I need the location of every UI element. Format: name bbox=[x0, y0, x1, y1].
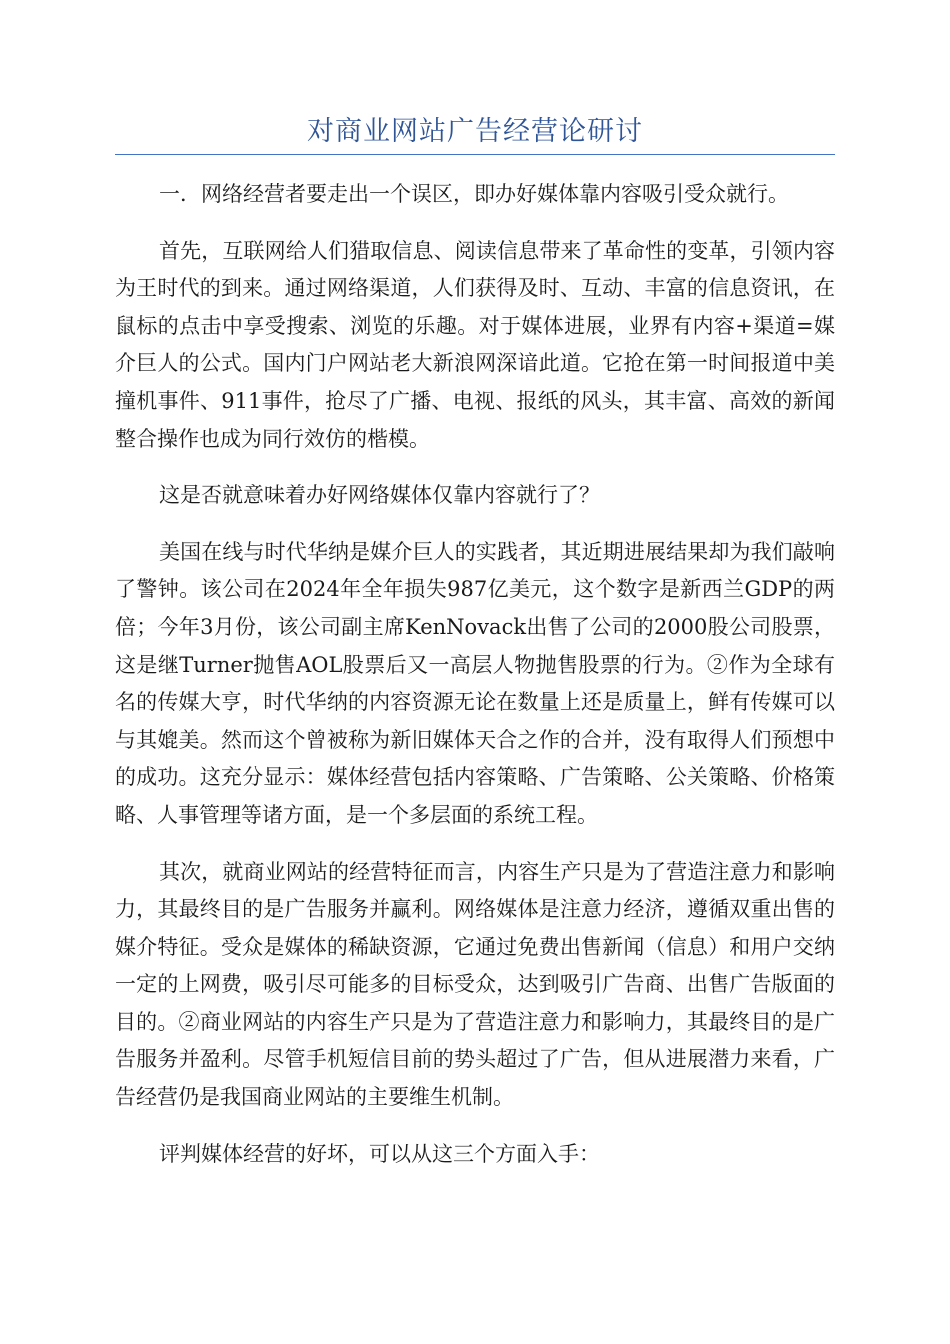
document-title: 对商业网站广告经营论研讨 bbox=[307, 116, 643, 147]
title-underline bbox=[115, 154, 835, 155]
paragraph-5: 其次，就商业网站的经营特征而言，内容生产只是为了营造注意力和影响力，其最终目的是广告服务并赢利。网络媒体是注意力经济，遵循双重出售的媒介特征。受众是媒体的稀缺资源，它通过免费出售新闻（信息）和用户交纳一定的上网费，吸引尽可能多的目标受众，达到吸引广告商、出售广告版面的目的。②商业网站的内容生产只是为了营造注意力和影响力，其最终目的是广告服务并盈利。尽管手机短信目前的势头超过了广告，但从进展潜力来看，广告经营仍是我国商业网站的主要维生机制。 bbox=[115, 859, 835, 1110]
document-body bbox=[115, 176, 835, 1192]
paragraph-6: 评判媒体经营的好坏，可以从这三个方面入手： bbox=[159, 1141, 600, 1166]
paragraph-1: 一．网络经营者要走出一个误区，即办好媒体靠内容吸引受众就行。 bbox=[159, 182, 789, 206]
paragraph-4: 美国在线与时代华纳是媒介巨人的实践者，其近期进展结果却为我们敲响了警钟。该公司在2024年全年损失987亿美元，这个数字是新西兰GDP的两倍；今年3月份，该公司副主席KenNovack出售了公司的2000股公司股票，这是继Turner抛售AOL股票后又一高层人物抛售股票的行为。②作为全球有名的传媒大亨，时代华纳的内容资源无论在数量上还是质量上，鲜有传媒可以与其媲美。然而这个曾被称为新旧媒体天合之作的合并，没有取得人们预想中的成功。这充分显示：媒体经营包括内容策略、广告策略、公关策略、价格策略、人事管理等诸方面，是一个多层面的系统工程。 bbox=[115, 539, 835, 827]
paragraph-3: 这是否就意味着办好网络媒体仅靠内容就行了？ bbox=[159, 483, 600, 508]
paragraph-2: 首先，互联网给人们猎取信息、阅读信息带来了革命性的变革，引领内容为王时代的到来。通过网络渠道，人们获得及时、互动、丰富的信息资讯，在鼠标的点击中享受搜索、浏览的乐趣。对于媒体进展，业界有内容+渠道=媒介巨人的公式。国内门户网站老大新浪网深谙此道。它抢在第一时间报道中美撞机事件、911事件，抢尽了广播、电视、报纸的风头，其丰富、高效的新闻整合操作也成为同行效仿的楷模。 bbox=[115, 238, 835, 451]
